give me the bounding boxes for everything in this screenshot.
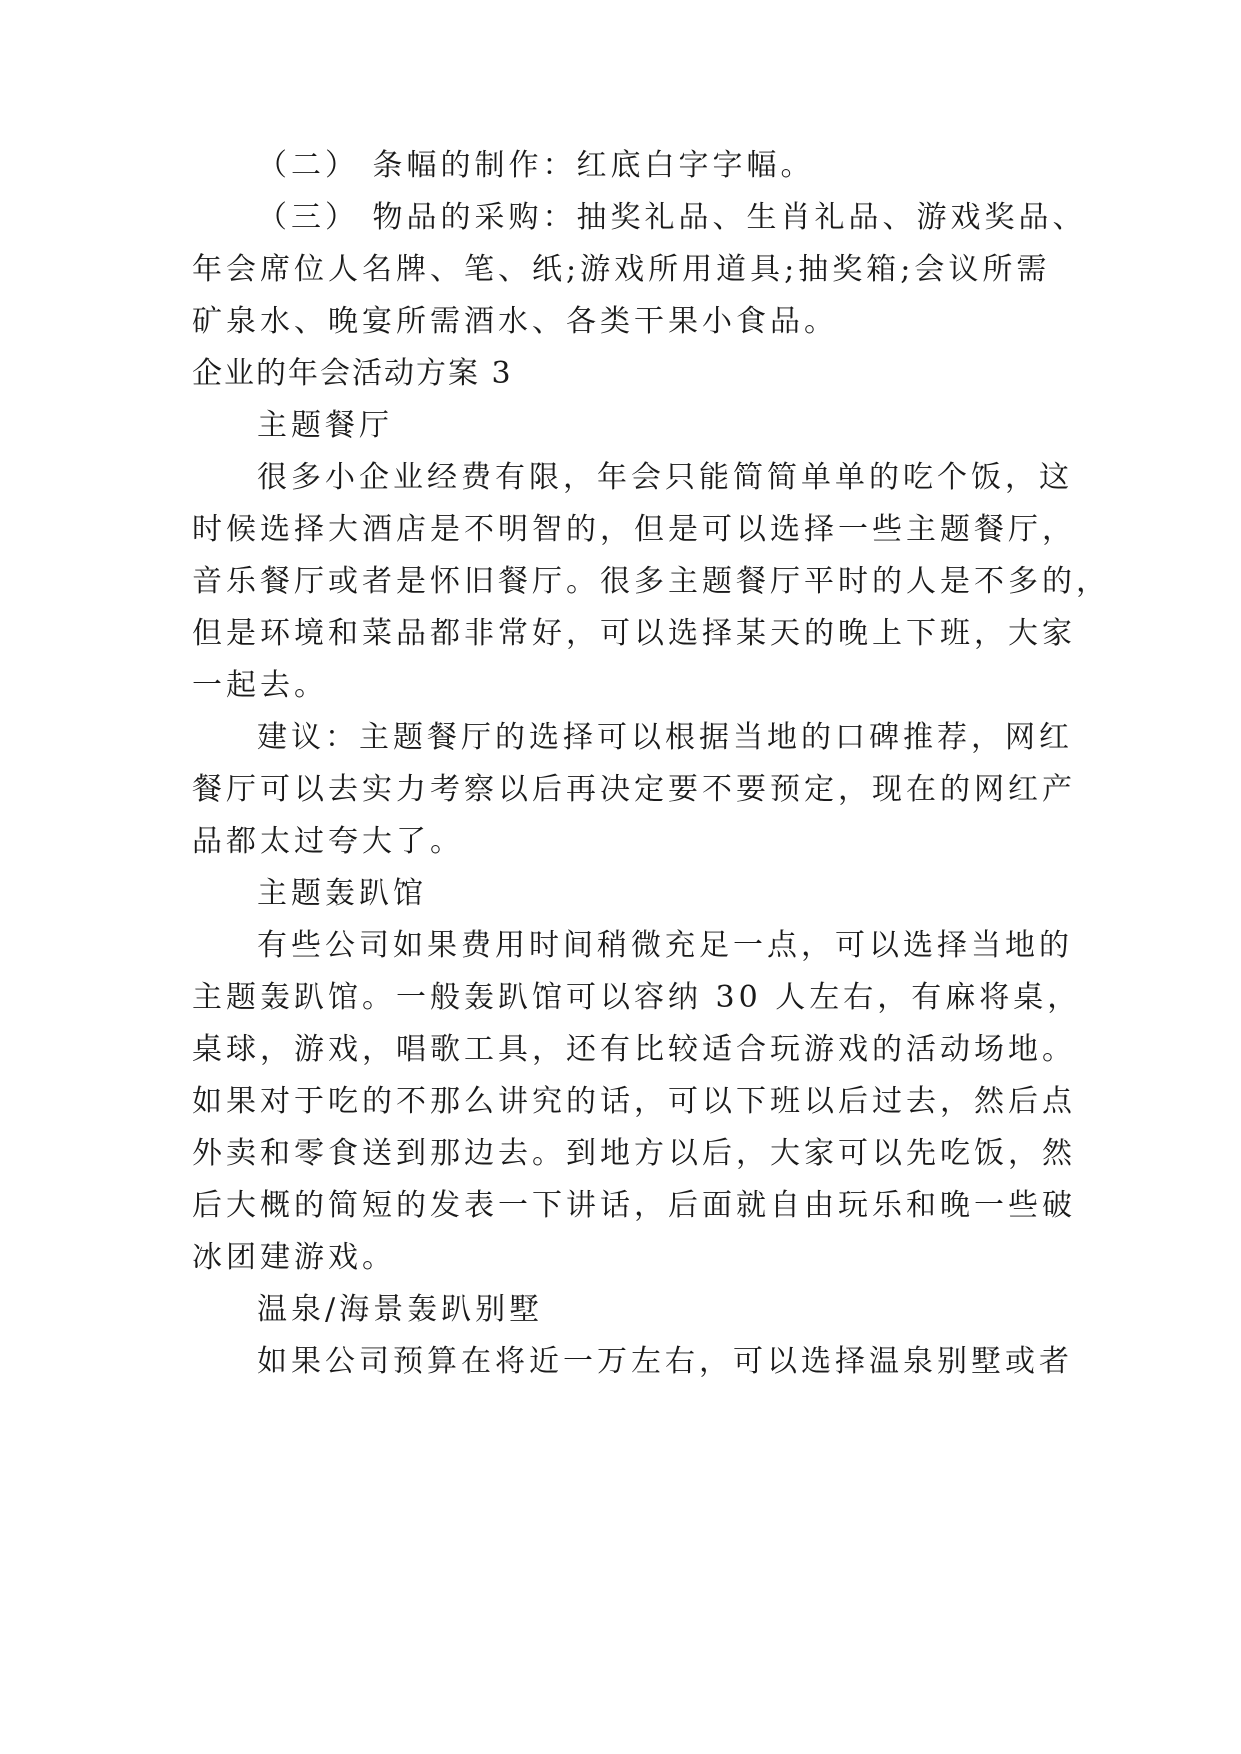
text-line: 冰团建游戏。 <box>192 1240 396 1275</box>
text-line: 桌球，游戏，唱歌工具，还有比较适合玩游戏的活动场地。 <box>192 1032 1076 1067</box>
text-line: 主题轰趴馆。一般轰趴馆可以容纳 30 人左右，有麻将桌， <box>192 980 1082 1015</box>
text-line: 时候选择大酒店是不明智的，但是可以选择一些主题餐厅， <box>192 512 1076 547</box>
text-line: 如果对于吃的不那么讲究的话，可以下班以后过去，然后点 <box>192 1084 1076 1119</box>
text-line: 年会席位人名牌、笔、纸;游戏所用道具;抽奖箱;会议所需 <box>192 252 1051 287</box>
subheading: 温泉/海景轰趴别墅 <box>257 1292 544 1327</box>
text-line: 后大概的简短的发表一下讲话，后面就自由玩乐和晚一些破 <box>192 1188 1076 1223</box>
text-line: 外卖和零食送到那边去。到地方以后，大家可以先吃饭，然 <box>192 1136 1076 1171</box>
text-line: 但是环境和菜品都非常好，可以选择某天的晚上下班，大家 <box>192 616 1076 651</box>
text-line: 一起去。 <box>192 668 328 703</box>
text-line: 有些公司如果费用时间稍微充足一点，可以选择当地的 <box>257 928 1073 963</box>
section-heading: 企业的年会活动方案 3 <box>192 356 513 391</box>
subheading: 主题轰趴馆 <box>257 876 427 911</box>
text-line: （三） 物品的采购：抽奖礼品、生肖礼品、游戏奖品、 <box>257 200 1087 235</box>
text-line: 品都太过夸大了。 <box>192 824 464 859</box>
text-line: 矿泉水、晚宴所需酒水、各类干果小食品。 <box>192 304 838 339</box>
text-line: 如果公司预算在将近一万左右，可以选择温泉别墅或者 <box>257 1344 1073 1379</box>
text-line: 餐厅可以去实力考察以后再决定要不要预定，现在的网红产 <box>192 772 1076 807</box>
text-line: 音乐餐厅或者是怀旧餐厅。很多主题餐厅平时的人是不多的， <box>192 564 1110 599</box>
text-line: 建议：主题餐厅的选择可以根据当地的口碑推荐，网红 <box>257 720 1073 755</box>
subheading: 主题餐厅 <box>257 408 393 443</box>
text-line: （二） 条幅的制作：红底白字字幅。 <box>257 148 815 183</box>
text-line: 很多小企业经费有限，年会只能简简单单的吃个饭，这 <box>257 460 1073 495</box>
